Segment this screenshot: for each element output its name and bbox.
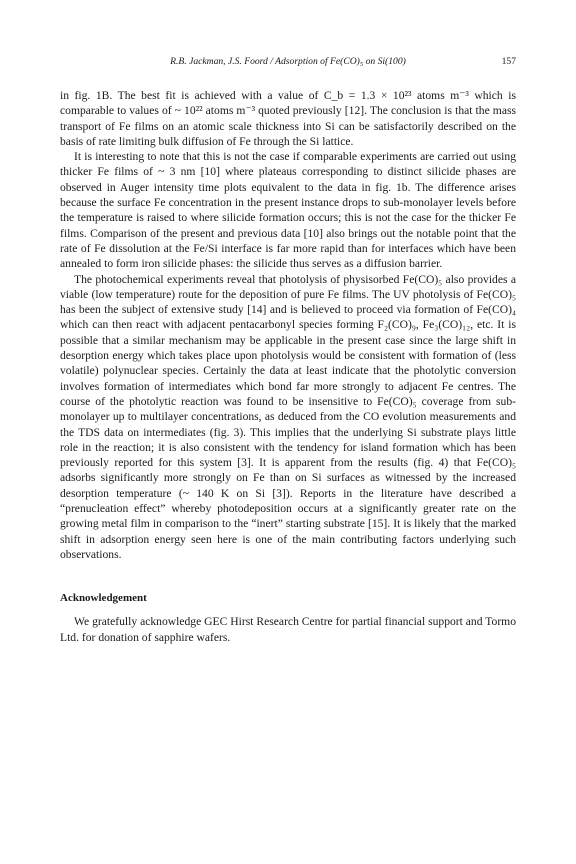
paragraph-3: The photochemical experiments reveal that photolysis of physisorbed Fe(CO)₅ also provides a viable (low temperature) route for the deposition of pure Fe films. The UV photolysis of Fe(CO)₅ has been the subject of extensive study [14] and is believed to proceed via formation of Fe(CO)₄ which can then react with adjacent pentacarbonyl species forming F₂(CO)₉, Fe₃(CO)₁₂, etc. It is possible that a similar mechanism may be applicable in the present case since the large shift in desorption energy which takes place upon photolysis would be consistent with formation of (less volatile) polynuclear species. Certainly the data at least indicate that the photolytic conversion involves formation of intermediates which bond far more strongly to adjacent Fe centres. The course of the photolytic reaction was found to be insensitive to Fe(CO)₅ coverage from sub-monolayer up to multilayer concentrations, as deduced from the CO evolution measurements and the TDS data on intermediates (fig. 3). This implies that the underlying Si substrate plays little role in the reaction; it is also consistent with the tendency for island formation which has been previously reported for this system [3]. It is apparent from the results (fig. 4) that Fe(CO)₅ adsorbs significantly more strongly on Fe than on Si surfaces as witnessed by the increased desorption temperature (~ 140 K on Si [3]). Reports in the literature have described a “prenucleation effect” whereby photodeposition occurs at a significantly greater rate on the growing metal film in comparison to the “inert” starting substrate [15]. It is likely that the marked shift in adsorption energy seen here is one of the main contributing factors underlying such observations. — [60, 272, 516, 561]
acknowledgement-text: We gratefully acknowledge GEC Hirst Research Centre for partial financial support and Tormo Ltd. for donation of sapphire wafers. — [60, 615, 516, 644]
running-title: R.B. Jackman, J.S. Foord / Adsorption of Fe(CO)₅ on Si(100) — [170, 56, 406, 67]
paper-page — [60, 56, 516, 645]
acknowledgement-heading: Acknowledgement — [60, 592, 147, 605]
running-header — [60, 56, 516, 74]
acknowledgement-section — [60, 592, 516, 645]
body-text — [60, 88, 516, 562]
paragraph-1: in fig. 1B. The best fit is achieved with a value of C_b = 1.3 × 10²³ atoms m⁻³ which is comparable to values of ~ 10²² atoms m⁻³ quoted previously [12]. The conclusion is that the mass transport of Fe films on an atomic scale thickness into Si can be satisfactorily described on the basis of rate limiting bulk diffusion of Fe through the Si lattice. — [60, 89, 516, 148]
paragraph-2: It is interesting to note that this is not the case if comparable experiments are carried out using thicker Fe films of ~ 3 nm [10] where plateaus corresponding to distinct silicide phases are observed in Auger intensity time plots equivalent to the data in fig. 1b. The difference arises because the surface Fe concentration in the present instance drops to sub-monolayer levels before the temperature is raised to where silicide formation occurs; this is not the case for the thicker Fe films. Comparison of the present and previous data [10] also brings out the notable point that the rate of Fe dissolution at the Fe/Si interface is far more rapid than for interfaces which have been annealed to form iron silicide phases: the silicide thus serves as a diffusion barrier. — [60, 150, 516, 271]
page-number: 157 — [501, 56, 516, 67]
